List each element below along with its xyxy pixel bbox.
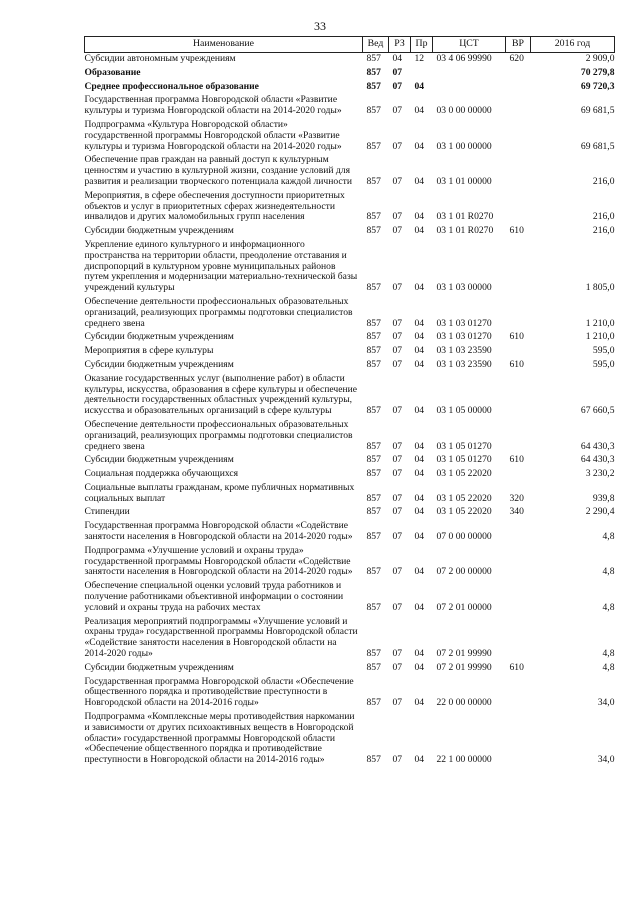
cell-vr [506,373,531,419]
cell-name: Субсидии бюджетным учреждениям [84,661,234,673]
cell-vr: 610 [509,454,524,466]
cell-name: Государственная программа Новгородской области «Содействие занятости населения в Новгородской области на 2014-2020 годы» [84,520,353,543]
cell-pr: 04 [414,492,425,504]
cell-pr: 04 [414,601,425,613]
cell-rz: 07 [392,66,403,78]
cell-rz: 07 [392,175,403,187]
cell-rz: 07 [392,140,403,152]
budget-table [84,36,615,768]
cell-ved: 857 [366,358,381,370]
cell-cst: 07 0 00 00000 [436,531,492,543]
cell-vr: 610 [509,331,524,343]
table-row [85,359,615,373]
cell-ved: 857 [366,454,381,466]
cell-pr: 04 [414,661,425,673]
cell-rz: 07 [392,80,403,92]
cell-cst: 03 0 00 00000 [436,105,492,117]
cell-ved: 857 [366,140,381,152]
table-row [85,239,615,296]
cell-vr: 610 [509,661,524,673]
cell-rz: 07 [392,492,403,504]
cell-rz: 07 [392,566,403,578]
table-row [85,662,615,676]
table-row [85,53,615,67]
cell-vr: 340 [509,506,524,518]
cell-vr [506,67,531,81]
cell-name: Среднее профессиональное образование [84,80,259,92]
cell-sum: 1 805,0 [585,282,615,294]
cell-name: Обеспечение специальной оценки условий труда работников и получение работниками объективной информации о состоянии условий и охраны труда на рабочих местах [84,580,344,613]
cell-cst: 03 1 03 23590 [436,358,492,370]
header-sum: 2016 год [531,37,615,53]
cell-sum: 939,8 [592,492,615,504]
cell-rz: 07 [392,282,403,294]
cell-rz: 07 [392,105,403,117]
cell-name: Социальная поддержка обучающихся [84,468,239,480]
cell-sum: 4,8 [602,601,615,613]
cell-sum: 595,0 [592,358,615,370]
cell-name: Обеспечение деятельности профессиональных образовательных организаций, реализующих программы подготовки специалистов среднего звена [84,295,353,329]
table-row [85,154,615,189]
table-row [85,616,615,662]
cell-sum: 2 909,0 [585,53,615,64]
cell-name: Субсидии бюджетным учреждениям [84,454,234,466]
cell-ved: 857 [366,66,381,78]
cell-pr: 04 [414,468,425,480]
table-row [85,482,615,507]
cell-name: Мероприятия, в сфере обеспечения доступности приоритетных объектов и услуг в приоритетных сферах жизнедеятельности инвалидов и других маломобильных групп населения [84,189,345,223]
cell-ved: 857 [366,601,381,613]
cell-pr: 04 [414,140,425,152]
cell-vr: 320 [509,492,524,504]
table-row [85,520,615,545]
cell-sum: 2 290,4 [585,506,615,518]
cell-vr [506,616,531,662]
cell-rz: 07 [392,468,403,480]
cell-pr: 04 [414,282,425,294]
cell-sum: 70 279,8 [580,66,615,78]
cell-rz: 07 [392,697,403,709]
cell-ved: 857 [366,566,381,578]
cell-pr: 04 [414,566,425,578]
cell-cst: 03 1 05 01270 [436,440,492,452]
cell-cst: 03 4 06 99990 [436,53,492,64]
cell-pr: 04 [414,358,425,370]
cell-vr: 610 [509,358,524,370]
table-row [85,67,615,81]
cell-ved: 857 [366,105,381,117]
cell-sum: 64 430,3 [580,440,615,452]
cell-vr [506,345,531,359]
cell-vr [506,520,531,545]
cell-sum: 216,0 [592,225,615,237]
cell-sum: 69 681,5 [580,105,615,117]
cell-cst [433,81,506,95]
cell-vr [506,190,531,225]
cell-ved: 857 [366,661,381,673]
table-row [85,190,615,225]
page-number: 33 [314,19,326,33]
cell-sum: 4,8 [602,531,615,543]
cell-rz: 07 [392,454,403,466]
cell-vr: 620 [509,53,524,64]
cell-rz: 07 [392,601,403,613]
cell-ved: 857 [366,697,381,709]
header-rz: РЗ [389,37,411,53]
cell-cst: 03 1 03 00000 [436,282,492,294]
table-row [85,468,615,482]
header-cst: ЦСТ [433,37,506,53]
cell-name: Подпрограмма «Комплексные меры противодействия наркомании и зависимости от других психоактивных веществ в Новгородской области» государственной программы Новгородской области «Обеспечение общественного порядка и противодействие преступности в Новгородской области на 2014-2016 годы» [84,711,355,766]
cell-sum: 4,8 [602,661,615,673]
cell-cst: 07 2 01 99990 [436,661,492,673]
cell-ved: 857 [366,531,381,543]
cell-cst: 07 2 01 00000 [436,601,492,613]
cell-sum: 64 430,3 [580,454,615,466]
cell-vr [506,154,531,189]
table-row [85,676,615,711]
cell-ved: 857 [366,53,381,64]
cell-ved: 857 [366,506,381,518]
cell-pr: 04 [414,648,425,660]
cell-pr: 04 [414,454,425,466]
cell-cst: 22 1 00 00000 [436,754,492,766]
table-row [85,506,615,520]
cell-sum: 3 230,2 [585,468,615,480]
cell-ved: 857 [366,492,381,504]
cell-name: Государственная программа Новгородской области «Обеспечение общественного порядка и противодействие преступности в Новгородской области на 2014-2016 годы» [84,675,354,709]
table-row [85,345,615,359]
cell-rz: 07 [392,358,403,370]
cell-ved: 857 [366,225,381,237]
cell-name: Государственная программа Новгородской области «Развитие культуры и туризма Новгородской области на 2014-2020 годы» [84,94,342,117]
cell-cst: 07 2 00 00000 [436,566,492,578]
cell-vr [506,545,531,580]
cell-sum: 4,8 [602,566,615,578]
cell-rz: 07 [392,661,403,673]
cell-rz: 07 [392,440,403,452]
cell-pr: 04 [414,345,425,357]
table-row [85,373,615,419]
cell-rz: 07 [392,531,403,543]
cell-ved: 857 [366,331,381,343]
cell-sum: 1 210,0 [585,317,615,329]
cell-sum: 595,0 [592,345,615,357]
cell-cst: 03 1 05 01270 [436,454,492,466]
cell-cst: 03 1 03 01270 [436,331,492,343]
cell-pr: 04 [414,80,425,92]
cell-cst: 03 1 03 23590 [436,345,492,357]
cell-ved: 857 [366,648,381,660]
header-vr: ВР [506,37,531,53]
cell-ved: 857 [366,754,381,766]
table-body [85,53,615,769]
cell-pr: 04 [414,405,425,417]
cell-rz: 07 [392,211,403,223]
cell-pr: 04 [414,175,425,187]
cell-pr [411,67,433,81]
cell-ved: 857 [366,345,381,357]
cell-ved: 857 [366,317,381,329]
cell-sum: 216,0 [592,175,615,187]
cell-pr: 04 [414,331,425,343]
cell-pr: 04 [414,211,425,223]
cell-vr [506,296,531,331]
cell-sum: 1 210,0 [585,331,615,343]
cell-pr: 04 [414,754,425,766]
table-row [85,454,615,468]
cell-cst: 03 1 01 R0270 [436,211,494,223]
cell-sum: 34,0 [597,754,615,766]
cell-rz: 07 [392,648,403,660]
cell-name: Субсидии бюджетным учреждениям [84,358,234,370]
cell-cst: 22 0 00 00000 [436,697,492,709]
cell-rz: 07 [392,405,403,417]
cell-name: Субсидии автономным учреждениям [84,53,236,64]
cell-rz: 07 [392,331,403,343]
cell-name: Субсидии бюджетным учреждениям [84,225,234,237]
cell-ved: 857 [366,468,381,480]
cell-sum: 69 720,3 [580,80,615,92]
cell-sum: 34,0 [597,697,615,709]
cell-vr [506,94,531,119]
cell-rz: 07 [392,754,403,766]
cell-rz: 07 [392,506,403,518]
cell-rz: 07 [392,225,403,237]
cell-vr [506,580,531,615]
cell-vr [506,676,531,711]
table-row [85,94,615,119]
cell-ved: 857 [366,405,381,417]
cell-cst: 07 2 01 99990 [436,648,492,660]
cell-rz: 07 [392,345,403,357]
cell-cst: 03 1 00 00000 [436,140,492,152]
cell-cst: 03 1 05 00000 [436,405,492,417]
cell-cst: 03 1 01 R0270 [436,225,494,237]
cell-name: Субсидии бюджетным учреждениям [84,331,234,343]
cell-vr [506,419,531,454]
cell-cst: 03 1 03 01270 [436,317,492,329]
cell-ved: 857 [366,175,381,187]
cell-name: Оказание государственных услуг (выполнение работ) в области культуры, искусства, образования в сфере культуры и обеспечение деятельности государственных областных учреждений культуры, искусства и образовательных организаций в сфере культуры [84,372,358,417]
header-ved: Вед [363,37,389,53]
cell-cst: 03 1 05 22020 [436,492,492,504]
cell-pr: 04 [414,440,425,452]
cell-ved: 857 [366,211,381,223]
cell-rz: 07 [392,317,403,329]
cell-name: Подпрограмма «Улучшение условий и охраны труда» государственной программы Новгородской области «Содействие занятости населения в Новгородской области на 2014-2020 годы» [84,544,353,578]
cell-pr: 04 [414,105,425,117]
table-header [85,37,615,53]
cell-name: Подпрограмма «Культура Новгородской области» государственной программы Новгородской области «Развитие культуры и туризма Новгородской области на 2014-2020 годы» [84,118,342,152]
cell-vr [506,239,531,296]
table-row [85,81,615,95]
cell-pr: 04 [414,506,425,518]
table-row [85,419,615,454]
cell-ved: 857 [366,80,381,92]
cell-pr: 04 [414,225,425,237]
table-row [85,331,615,345]
cell-vr [506,711,531,768]
cell-vr [506,81,531,95]
cell-ved: 857 [366,282,381,294]
cell-pr: 04 [414,531,425,543]
cell-name: Укрепление единого культурного и информационного пространства на территории области, преодоление отставания и диспропорций в культурном уровне муниципальных районов путем укрепления и модернизации материально-технической базы учреждений культуры [84,238,358,294]
cell-name: Социальные выплаты гражданам, кроме публичных нормативных социальных выплат [84,481,355,504]
cell-sum: 67 660,5 [580,405,615,417]
table-row [85,711,615,768]
cell-sum: 4,8 [602,648,615,660]
cell-pr: 04 [414,317,425,329]
cell-name: Обеспечение прав граждан на равный доступ к культурным ценностям и участию в культурной жизни, создание условий для развития и реализации творческого потенциала каждой личности [84,154,352,187]
cell-name: Реализация мероприятий подпрограммы «Улучшение условий и охраны труда» государственной программы Новгородской области «Содействие занятости населения в Новгородской области на 2014-2020 годы» [84,615,358,660]
cell-vr [506,119,531,154]
cell-cst: 03 1 05 22020 [436,506,492,518]
cell-cst: 03 1 05 22020 [436,468,492,480]
cell-sum: 216,0 [592,211,615,223]
cell-pr: 12 [414,53,425,64]
table-row [85,225,615,239]
cell-name: Стипендии [84,506,130,518]
cell-name: Мероприятия в сфере культуры [84,345,214,357]
header-pr: Пр [411,37,433,53]
header-name: Наименование [85,37,363,53]
table-row [85,580,615,615]
cell-vr: 610 [509,225,524,237]
cell-rz: 04 [392,53,403,64]
cell-sum: 69 681,5 [580,140,615,152]
cell-pr: 04 [414,697,425,709]
cell-cst [433,67,506,81]
cell-cst: 03 1 01 00000 [436,175,492,187]
cell-ved: 857 [366,440,381,452]
cell-vr [506,468,531,482]
table-row [85,296,615,331]
table-row [85,119,615,154]
cell-name: Обеспечение деятельности профессиональных образовательных организаций, реализующих программы подготовки специалистов среднего звена [84,418,353,452]
cell-name: Образование [84,66,141,78]
table-row [85,545,615,580]
